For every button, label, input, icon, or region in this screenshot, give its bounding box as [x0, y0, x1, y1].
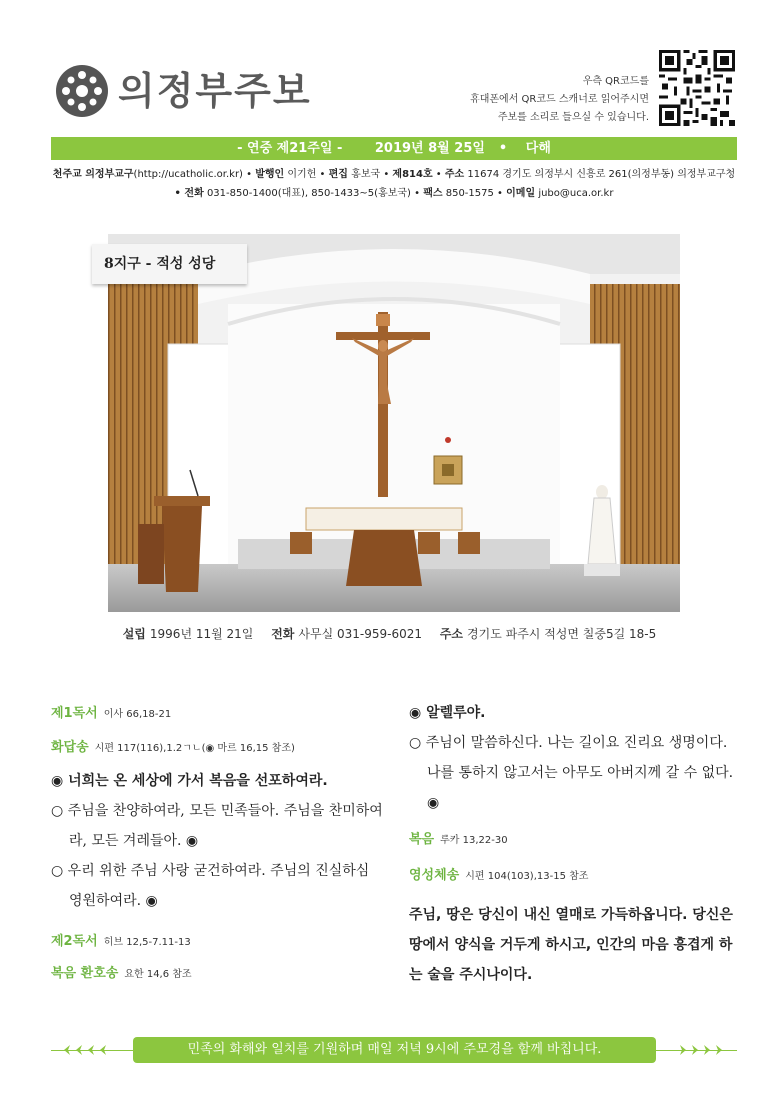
liturgical-sunday: - 연중 제21주일 - [237, 141, 343, 156]
acclamation-ref: 요한 14,6 참조 [124, 969, 192, 980]
leaf-ornament-left-icon [54, 1043, 114, 1057]
prayer-banner: 민족의 화해와 일치를 기원하며 매일 저녁 9시에 주모경을 함께 바칩니다. [133, 1037, 656, 1063]
pub-value: • [435, 169, 442, 180]
pub-value: 031-850-1400(대표), 850-1433~5(홍보국) • [206, 188, 421, 199]
psalm-response: ◉ 너희는 온 세상에 가서 복음을 선포하여라. [51, 773, 328, 789]
phone-label: 전화 [271, 627, 295, 641]
communion-antiphon: 주님, 땅은 당신이 내신 열매로 가득하옵니다. 당신은 땅에서 양식을 거두게 하시고, 인간의 마음 흥겹게 하는 술을 주시나이다. [409, 907, 733, 983]
founded-value: 1996년 11월 21일 [149, 627, 254, 641]
pub-value: 이기헌 • [287, 169, 326, 180]
psalm-verse-2: ○ 우리 위한 주님 사랑 굳건하여라. 주님의 진실하심 영원하여라. ◉ [51, 863, 370, 909]
pub-label: 주소 [444, 169, 465, 180]
phone-value: 사무실 031-959-6021 [298, 627, 423, 641]
qr-code-icon[interactable] [659, 50, 735, 126]
diocese-emblem-icon [55, 64, 109, 118]
readings-right-column [409, 698, 739, 990]
gospel-label: 복음 [409, 832, 435, 847]
first-reading-row [51, 702, 383, 732]
qr-note-line: 주보를 소리로 들으실 수 있습니다. [497, 112, 649, 123]
gospel-ref: 루카 13,22-30 [440, 835, 508, 846]
leaf-ornament-right-icon [672, 1043, 732, 1057]
acclamation-row [51, 960, 383, 992]
communion-label: 영성체송 [409, 868, 460, 883]
gospel-row [409, 818, 739, 858]
pub-value: 11674 경기도 의정부시 신흥로 261(의정부동) 의정부교구청 [467, 169, 736, 180]
pub-value: 850-1575 • [445, 188, 503, 199]
psalm-verse-1: ○ 주님을 찬양하여라, 모든 민족들아. 주님을 찬미하여라, 모든 겨레들아. ◉ [51, 803, 383, 849]
pub-label: 제814호 [392, 169, 433, 180]
founded-label: 설립 [122, 627, 146, 641]
church-sanctuary-photo [108, 234, 680, 612]
communion-ref: 시편 104(103),13-15 참조 [465, 871, 589, 882]
first-reading-label: 제1독서 [51, 706, 98, 721]
liturgical-date-bar [51, 137, 737, 160]
pub-label: 편집 [328, 169, 348, 180]
psalm-ref: 시편 117(116),1.2ㄱㄴ(◉ 마르 16,15 참조) [94, 743, 295, 754]
bulletin-date: 2019년 8월 25일 [374, 141, 485, 156]
second-reading-row [51, 916, 383, 960]
acclamation-label: 복음 환호송 [51, 966, 119, 981]
pub-value: (http://ucatholic.or.kr) • [133, 169, 253, 180]
second-reading-ref: 히브 12,5-7.11-13 [103, 937, 191, 948]
pub-value: 홍보국 • [351, 169, 390, 180]
first-reading-ref: 이사 66,18-21 [103, 709, 172, 720]
qr-note-line: 휴대폰에서 QR코드 스캐너로 읽어주시면 [470, 94, 649, 105]
psalm-label: 화답송 [51, 740, 89, 755]
psalm-row [51, 732, 383, 766]
parish-info-caption [0, 625, 779, 642]
communion-row [409, 858, 739, 894]
readings-left-column [51, 702, 383, 992]
alleluia: ◉ 알렐루야. [409, 705, 486, 721]
alleluia-verse: ○ 주님이 말씀하신다. 나는 길이요 진리요 생명이다. 나를 통하지 않고서는 아무도 아버지께 갈 수 없다. ◉ [409, 735, 734, 811]
pub-value: jubo@uca.or.kr [538, 188, 614, 199]
parish-tag: 8지구 - 적성 성당 [92, 244, 247, 284]
pub-label: 팩스 [423, 188, 443, 199]
liturgical-year: 다해 [525, 141, 551, 156]
pub-label: 천주교 의정부교구 [52, 169, 134, 180]
qr-note [449, 73, 649, 127]
publisher-info-line1 [51, 167, 737, 183]
publisher-info-line2 [51, 186, 737, 202]
pub-label: 발행인 [255, 169, 285, 180]
bullet: • [498, 141, 508, 156]
address-value: 경기도 파주시 적성면 칠중5길 18-5 [467, 627, 657, 641]
address-label: 주소 [439, 627, 464, 641]
bulletin-title: 의정부주보 [118, 68, 312, 113]
qr-note-line: 우측 QR코드를 [582, 76, 649, 87]
second-reading-label: 제2독서 [51, 934, 98, 949]
pub-label: 이메일 [506, 188, 536, 199]
pub-label: • 전화 [174, 188, 204, 199]
